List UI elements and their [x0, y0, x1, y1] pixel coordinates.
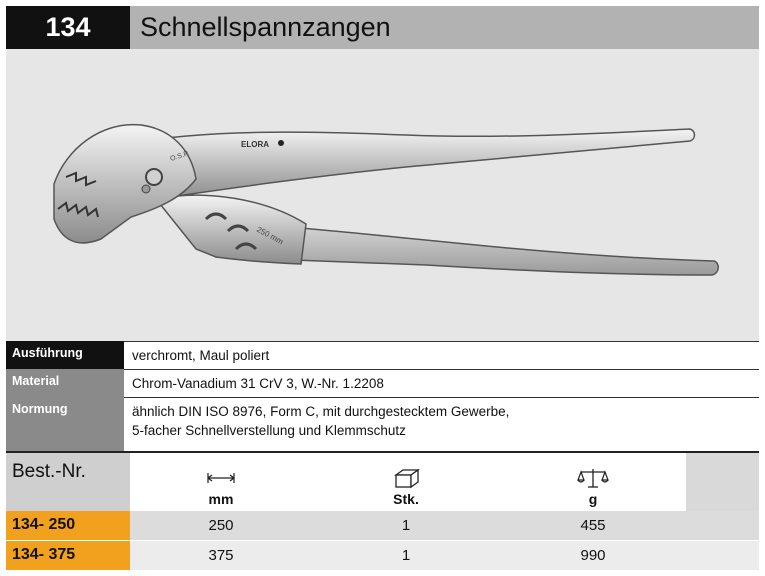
header-bar [6, 6, 759, 49]
order-number-header: Best.-Nr. [6, 453, 130, 513]
spec-value-line: Chrom-Vanadium 31 CrV 3, W.-Nr. 1.2208 [132, 376, 384, 391]
table-row [6, 511, 759, 540]
order-number: 134- 250 [6, 511, 130, 540]
unit-mm: mm [208, 491, 234, 507]
table-header [6, 451, 759, 513]
column-header-length [130, 453, 312, 513]
elora-mark: ELORA [241, 140, 269, 149]
header-filler [686, 453, 759, 513]
spec-value-line: verchromt, Maul poliert [132, 348, 270, 363]
page-title: Schnellspannzangen [130, 6, 759, 49]
product-photo [6, 49, 759, 341]
weight-value: 990 [580, 547, 606, 564]
scale-icon [576, 467, 610, 489]
spec-value-line: 5-facher Schnellverstellung und Klemmschutz [132, 423, 406, 438]
length-value: 250 [208, 517, 234, 534]
row-filler [686, 511, 759, 540]
row-filler [686, 541, 759, 570]
table-row [6, 541, 759, 570]
quantity-value: 1 [401, 517, 411, 534]
water-pump-pliers-image [6, 49, 759, 341]
length-icon [206, 467, 236, 489]
spec-value [124, 369, 759, 397]
weight-value: 455 [580, 517, 606, 534]
spec-label: Ausführung [6, 341, 124, 369]
spec-value [124, 397, 759, 451]
spec-label: Normung [6, 397, 124, 451]
spec-row-standard [6, 397, 759, 451]
osp-mark: O.S.P. [169, 150, 191, 163]
spec-value-line: ähnlich DIN ISO 8976, Form C, mit durchgestecktem Gewerbe, [132, 404, 510, 419]
unit-stk: Stk. [393, 491, 419, 507]
spec-row-finish [6, 341, 759, 369]
unit-g: g [588, 491, 598, 507]
product-group-number: 134 [6, 6, 130, 49]
spec-row-material [6, 369, 759, 397]
column-header-weight [500, 453, 686, 513]
order-number: 134- 375 [6, 541, 130, 570]
spec-value [124, 341, 759, 369]
box-icon [391, 467, 421, 489]
quantity-value: 1 [401, 547, 411, 564]
spec-label: Material [6, 369, 124, 397]
column-header-quantity [312, 453, 500, 513]
size-mark: 250 mm [255, 224, 285, 247]
length-value: 375 [208, 547, 234, 564]
